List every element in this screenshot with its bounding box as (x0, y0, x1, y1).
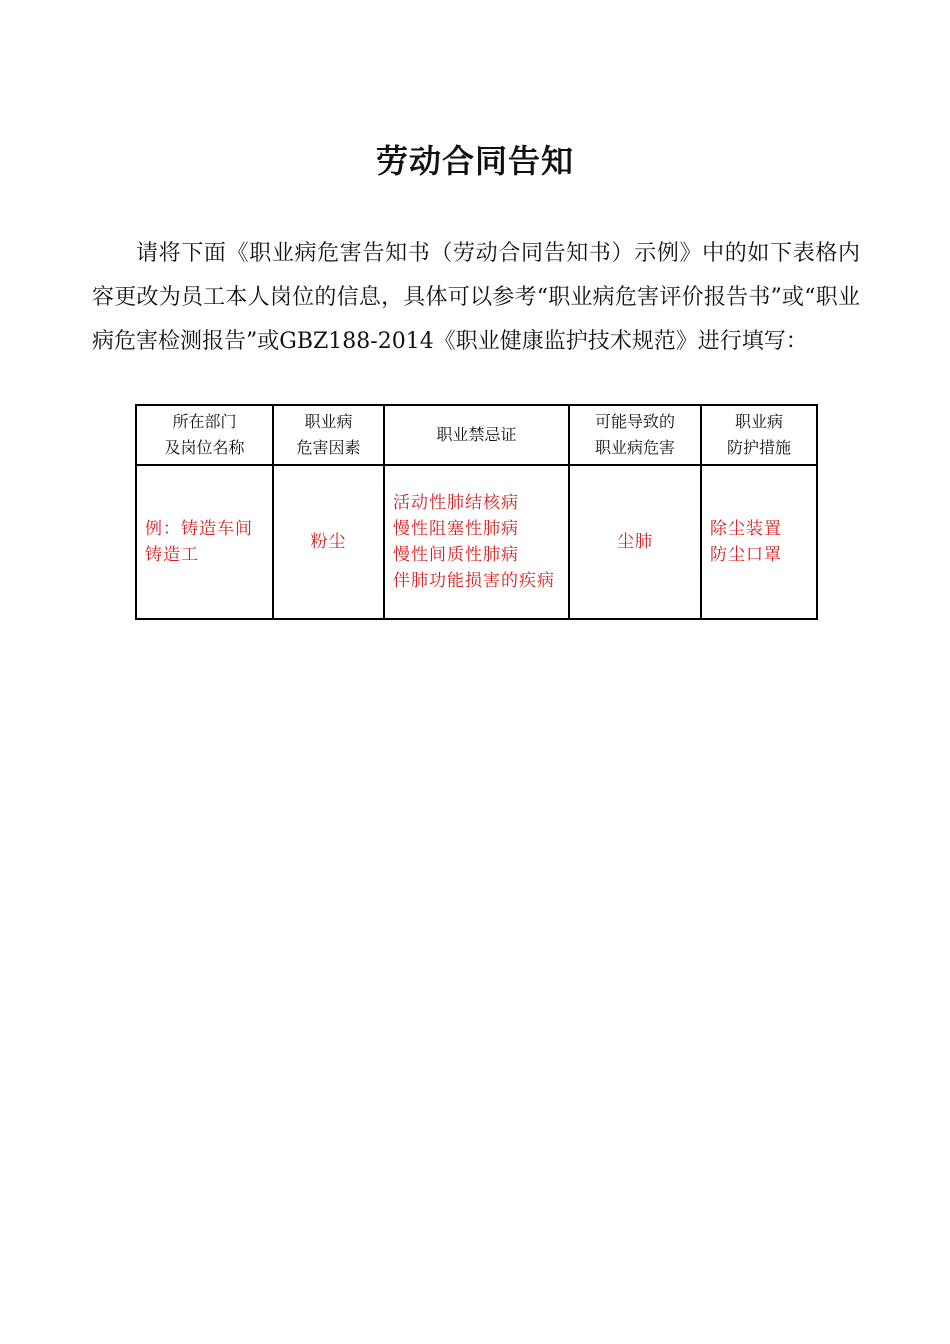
cell-dept-position: 例：铸造车间 铸造工 (136, 465, 273, 619)
header-hazard-factor: 职业病 危害因素 (273, 405, 384, 465)
cell-contraindications: 活动性肺结核病 慢性阻塞性肺病 慢性间质性肺病 伴肺功能损害的疾病 (384, 465, 569, 619)
instruction-paragraph: 请将下面《职业病危害告知书（劳动合同告知书）示例》中的如下表格内容更改为员工本人岗位的信息，具体可以参考“职业病危害评价报告书”或“职业病危害检测报告”或GBZ188-2014《职业健康监护技术规范》进行填写： (92, 241, 860, 354)
cell-possible-disease: 尘肺 (569, 465, 701, 619)
table-row (136, 465, 817, 619)
header-dept-position: 所在部门 及岗位名称 (136, 405, 273, 465)
table-header-row (136, 405, 817, 465)
header-contraindication: 职业禁忌证 (384, 405, 569, 465)
page-title: 劳动合同告知 (375, 142, 574, 180)
cell-protection-measures: 除尘装置 防尘口罩 (701, 465, 817, 619)
header-possible-disease: 可能导致的 职业病危害 (569, 405, 701, 465)
occupational-hazard-table (135, 404, 818, 620)
header-protection-measures: 职业病 防护措施 (701, 405, 817, 465)
cell-hazard-factor: 粉尘 (273, 465, 384, 619)
